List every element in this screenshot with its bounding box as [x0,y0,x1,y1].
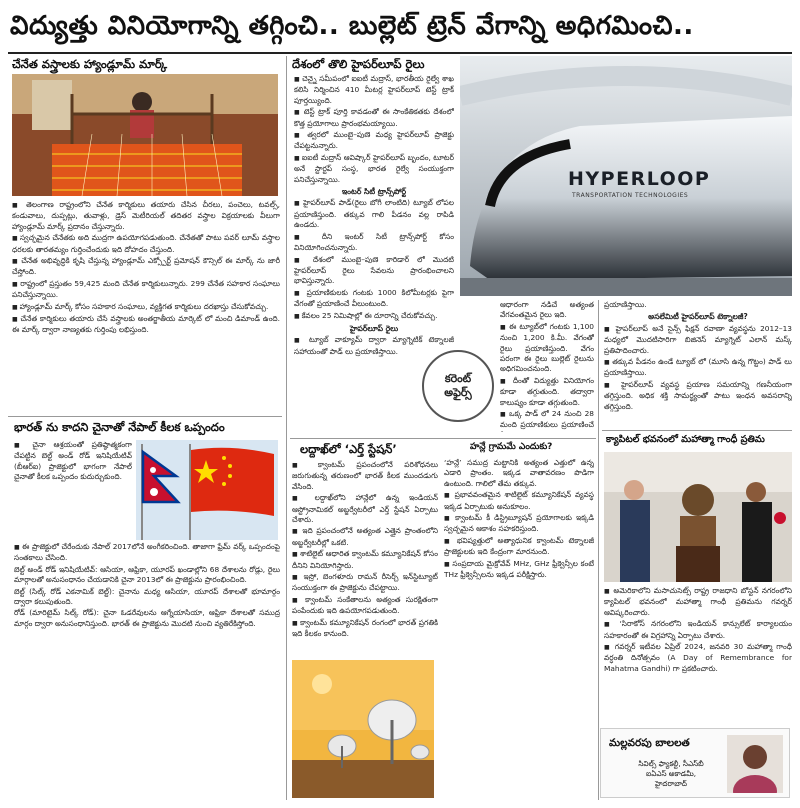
nepal-para-3: బెల్ట్ అండ్ రోడ్ ఇనిషియేటివ్: ఆసియా, ఆఫ్రికా, యూరప్ ఖండాల్లోని 68 దేశాలను రోడ్లు, రైలు మార్గాలతో అనుసంధానం చేయడానికి చైనా 2013లో ఈ ప్రాజెక్టును ప్రారంభించింది. [14,564,280,585]
badge-line-2: అఫైర్స్ [444,386,472,399]
hyperloop-para-8: ■ ప్రయాణికులకు గంటకు 1000 కిలోమీటర్లకు పైగా వేగంతో ప్రయాణించే వీలుంటుంది. [294,288,454,310]
hyperloop-para-14: ■ ఒక్క పాడ్ లో 24 నుంచి 28 మంది ప్రయాణికులు ప్రయాణించే [500,409,594,432]
hyperloop-section-title: దేశంలో తొలి హైపర్‌లూప్ రైలు [292,57,425,71]
hyperloop-logo-text: HYPERLOOP [568,168,711,190]
hyperloop-para-13: ■ దీంతో విద్యుత్తు వినియోగం కూడా తగ్గుతుంది. తద్వారా కాలుష్యం కూడా తగ్గుతుంది. [500,376,594,408]
section-divider-mid [290,438,596,439]
ladakh-para-4: ■ శాటిలైట్ ఆధారిత క్వాంటమ్ కమ్యూనికేషన్ కోసం దీనిని వినియోగిస్తారు. [292,549,438,571]
nepal-body-top [14,440,132,540]
hyperloop-body-col2 [500,300,594,432]
page-headline: విద్యుత్తు వినియోగాన్ని తగ్గించి.. బుల్లెట్ ట్రెన్ వేగాన్ని అధిగమించి.. [10,11,694,41]
ladakh-body [292,460,438,656]
handloom-para-1: ■ తెలంగాణ రాష్ట్రంలోని చేనేత కార్మికులు తయారు చేసిన చీరలు, పంచెలు, టవల్స్, కండువాలు, దుప్పట్లు, తువాళ్లు, డ్రెస్ మెటీరియల్ తదితర వస్త్రాల విక్రయాలకు వీలుగా హ్యాండ్లూమ్ మార్క్ ప్రదానం చేస్తున్నారు. [12,200,280,232]
hyperloop-subhead-intercity: ఇంటర్ సిటీ ట్రాన్స్‌పోర్ట్ [341,187,407,197]
column-divider-1 [286,56,287,800]
nepal-para-1: ■ చైనా ఆశ్రయంతో ప్రతిష్ఠాత్మకంగా చేపట్టిన బెల్ట్ అండ్ రోడ్ ఇనిషియేటివ్ (బీఆర్ఐ) ప్రాజెక్టులో భాగంగా నేపాల్ చైనాతో కీలక ఒప్పందం కుదుర్చుకుంది. [14,440,132,483]
hyperloop-para-6: ■ దీని ఇంటర్ సిటీ ట్రాన్స్‌పోర్ట్ కోసం వినియోగించనున్నారు. [294,232,454,254]
gandhi-statue-photo [604,452,792,582]
hyperloop-para-15: ప్రయాణిస్తాయి. [604,300,647,309]
handloom-para-2: ■ స్వచ్ఛమైన చేనేతకు అది ముద్రగా ఉపయోగపడుతుంది. చేనేతతో పాటు పవర్ లూమ్ వస్త్రాల ధరలకు తారతమ్యం గుర్తించేందుకు ఇది దోహదం చేస్తుంది. [12,233,280,255]
earth-station-photo [292,660,434,798]
hyperloop-photo [460,56,792,296]
nepal-para-2: ■ ఈ ప్రాజెక్టులో చేరేందుకు నేపాల్ 2017లోనే అంగీకరించింది. తాజాగా ఫ్రేమ్ వర్క్ ఒప్పందంపై సంతకాలు చేసింది. [14,542,280,564]
gandhi-para-3: ■ గవర్నర్ ఇటీవల ఏప్రిల్ 2024, జనవరి 30 మహాత్మా గాంధీ వర్ధంతి దినోత్సవం (A Day of Remembrance for Mahatma Gandhi) గా ప్రకటించారు. [604,642,792,674]
gandhi-para-2: ■ ‘సిరాకోస్ నగరంలోని ఇండియన్ కాన్సులేట్ కార్యాలయం సహకారంతో ఈ విగ్రహాన్ని ఏర్పాటు చేశారు. [604,619,792,641]
hyperloop-para-4: ■ ఐఐటీ మద్రాస్ ఆవిష్కార్ హైపర్‌లూప్ బృందం, టూటర్ అనే స్టార్టప్ సంస్థ, భారత రైల్వే సంయుక్తంగా పనిచేస్తున్నాయి. [294,153,454,185]
handloom-section-title: చేనేత వస్త్రాలకు హ్యాండ్లూమ్ మార్క్ [12,57,168,71]
handloom-para-6: ■ చేనేత కార్మికులు తయారు చేసే వస్త్రాలకు అంతర్జాతీయ మార్కెట్ లో మంచి డిమాండ్ ఉంది. ఈ మార్క్ ద్వారా నాణ్యతకు గుర్తింపు లభిస్తుంది. [12,314,280,336]
author-role: సివిల్స్ ఫ్యాకల్టీ, సీఎస్‌బీ ఐఏఎస్ అకాడమీ, హైదరాబాద్ [638,759,704,788]
hyperloop-para-11: ఆధారంగా నడిచే అత్యంత వేగవంతమైన రైలు ఇది. [500,300,594,320]
hyperloop-para-12: ■ ఈ ట్యూబ్‌లో గంటకు 1,100 నుంచి 1,200 కి.మీ. వేగంతో రైలు ప్రయాణిస్తుంది. వేగం పరంగా ఈ రైలు బుల్లెట్ రైలును అధిగమించనుంది. [500,322,594,375]
hanle-para-1: ‘హన్లే’ సముద్ర మట్టానికి అత్యంత ఎత్తులో ఉన్న ఎడారి ప్రాంతం. ఇక్కడ వాతావరణం పొడిగా ఉంటుంది. గాలిలో తేమ తక్కువ. [444,458,594,488]
ladakh-para-1: ■ క్వాంటమ్ ప్రపంచంలోనే పరిశోధనలు జరుగుతున్న తరుణంలో భారత్ కీలక ముందడుగు వేసింది. [292,460,438,492]
nepal-china-flags-photo [136,440,278,540]
handloom-para-5: ■ హ్యాండ్లూమ్ మార్క్ కోసం సహకార సంఘాలు, వ్యక్తిగత కార్మికులు దరఖాస్తు చేసుకోవచ్చు. [12,302,280,313]
nepal-para-4: బెల్ట్ (సిల్క్ రోడ్ ఎకనామిక్ బెల్ట్): చైనాను మధ్య ఆసియా, యూరప్ దేశాలతో భూమార్గం ద్వారా కలుపుతుంది. [14,586,280,607]
hanle-para-5: ■ సంప్రదాయ మైక్రోవేవ్ MHz, GHz ఫ్రీక్వెన్సీల కంటే THz ఫ్రీక్వెన్సీలను ఇక్కడ పరీక్షిస్తారు. [444,559,594,581]
hyperloop-para-3: ■ త్వరలో ముంబై–పుణె మధ్య హైపర్‌లూప్ ప్రాజెక్టు చేపట్టనున్నారు. [294,130,454,152]
hyperloop-subhead-what: అసలేమిటీ హైపర్‌లూప్ టెక్నాలజీ? [648,312,748,322]
badge-line-1: కరెంట్ [444,372,472,385]
hyperloop-para-10: ■ ట్యూబ్ వాక్యూమ్ ద్వారా మ్యాగ్నెటిక్ టెక్నాలజీ సహాయంతో పాడ్ లు ప్రయాణిస్తాయి. [294,335,454,357]
section-divider-right [602,430,792,431]
gandhi-body [604,586,792,724]
hyperloop-subhead-train: హైపర్‌లూప్ రైలు [349,323,399,333]
handloom-para-3: ■ చేనేత అభివృద్ధికి కృషి చేస్తున్న హ్యాండ్లూమ్ ఎక్స్పోర్ట్ ప్రమోషన్ కౌన్సిల్ ఈ మార్క్ ను జారీ చేస్తోంది. [12,256,280,278]
hanle-para-2: ■ ప్రభావవంతమైన శాటిలైట్ కమ్యూనికేషన్ వ్యవస్థ ఇక్కడ ఏర్పాటుకు అనుకూలం. [444,490,594,512]
nepal-section-title: భారత్ ను కాదని చైనాతో నేపాల్ కీలక ఒప్పందం [14,420,225,434]
ladakh-para-2: ■ లద్దాఖ్‌లోని హాన్లేలో ఉన్న ఇండియన్ ఆస్ట్రోనామికల్ అబ్జర్వేటరీలో ఎర్త్ స్టేషన్ ఏర్పాటు చేశారు. [292,493,438,525]
top-divider [8,52,792,54]
section-divider-left [8,416,282,417]
nepal-body [14,542,280,798]
hyperloop-para-2: ■ టెస్ట్ ట్రాక్ పూర్తి కావడంతో ఈ సాంకేతికతకు దేశంలో కొత్త ప్రయోగాలు ప్రారంభమయ్యాయి. [294,107,454,129]
current-affairs-badge [422,350,494,422]
hanle-para-4: ■ భవిష్యత్తులో అత్యాధునిక క్వాంటమ్ టెక్నాలజీ ప్రాజెక్టులకు ఇది కేంద్రంగా మారనుంది. [444,536,594,558]
author-avatar [727,735,783,793]
nepal-para-5: రోడ్ (మారిటైమ్ సిల్క్ రోడ్): చైనా ఓడరేవులను ఆగ్నేయాసియా, ఆఫ్రికా దేశాలతో సముద్ర మార్గం ద్వారా అనుసంధానిస్తుంది. భారత్ ఈ ప్రాజెక్టును మొదటి నుంచి వ్యతిరేకిస్తోంది. [14,608,280,628]
hanle-body [444,458,594,798]
ladakh-para-5: ■ ఇస్రో, బెంగళూరు రామన్ రీసెర్చ్ ఇన్‌స్టిట్యూట్ సంయుక్తంగా ఈ ప్రాజెక్టును చేపట్టాయి. [292,572,438,594]
hyperloop-para-17: ■ తక్కువ పీడనం ఉండే ట్యూబ్ లో (మూసి ఉన్న గొట్టం) పాడ్ లు ప్రయాణిస్తాయి. [604,357,792,379]
hyperloop-para-7: ■ దేశంలో ముంబై–పుణె కారిడార్ లో మొదటి హైపర్‌లూప్ రైలు సేవలను ప్రారంభించాలని భావిస్తున్నారు. [294,255,454,287]
gandhi-section-title: క్యాపిటల్ భవనంలో మహాత్మా గాంధీ ప్రతిమ [606,434,765,445]
author-box [600,728,790,798]
hyperloop-para-16: ■ హైపర్‌లూప్ అనే సైన్స్ ఫిక్షన్ రవాణా వ్యవస్థను 2012–13 మధ్యలో మొదటిసారిగా బిజినెస్ మ్యాగ్నెట్ ఎలాన్ మస్క్ ప్రతిపాదించారు. [604,324,792,356]
ladakh-para-3: ■ ఇది ప్రపంచంలోనే అత్యంత ఎత్తైన ప్రాంతంలోని అబ్జర్వేటరీల్లో ఒకటి. [292,526,438,548]
hanle-para-3: ■ క్వాంటమ్ కీ డిస్ట్రిబ్యూషన్ ప్రయోగాలకు ఇక్కడి స్వచ్ఛమైన ఆకాశం సహకరిస్తుంది. [444,513,594,535]
handloom-photo [12,74,278,196]
ladakh-section-title: లద్దాఖ్‌లో ‘ఎర్త్ స్టేషన్’ [300,442,397,456]
ladakh-para-6: ■ క్వాంటమ్ సంకేతాలను అత్యంత సురక్షితంగా పంపేందుకు ఇది ఉపయోగపడుతుంది. [292,595,438,617]
hyperloop-para-18: ■ హైపర్‌లూప్ వ్యవస్థ ప్రయాణ సమయాన్ని గణనీయంగా తగ్గిస్తుంది. అధిక శక్తి సామర్థ్యంతో పాటు ఇంధన అవసరాన్ని తగ్గిస్తుంది. [604,380,792,412]
hanle-section-title: హన్లే గ్రామమే ఎందుకు? [470,442,553,452]
hyperloop-para-9: ■ కేవలం 25 నిమిషాల్లో ఈ దూరాన్ని చేరుకోవచ్చు. [294,311,454,322]
hyperloop-body-col3 [604,300,792,428]
handloom-body [12,200,280,412]
ladakh-para-7: ■ క్వాంటమ్ కమ్యూనికేషన్ రంగంలో భారత్ ప్రగతికి ఇది కీలకం కానుంది. [292,618,438,640]
handloom-para-4: ■ రాష్ట్రంలో ప్రస్తుతం 59,425 మంది చేనేత కార్మికులున్నారు. 299 చేనేత సహకార సంఘాలు పనిచేస్తున్నాయి. [12,279,280,301]
hyperloop-para-1: ■ చెన్నై సమీపంలో ఐఐటీ మద్రాస్, భారతీయ రైల్వే శాఖ కలిసి నిర్మించిన 410 మీటర్ల హైపర్‌లూప్ టెస్ట్ ట్రాక్ పూర్తయ్యింది. [294,74,454,106]
gandhi-para-1: ■ అమెరికాలోని మసాచుసెట్స్ రాష్ట్ర రాజధాని బోస్టన్ నగరంలోని క్యాపిటల్ భవనంలో మహాత్మా గాంధీ ప్రతిమను గవర్నర్ ఆవిష్కరించారు. [604,586,792,618]
hyperloop-logo-tagline: TRANSPORTATION TECHNOLOGIES [572,192,689,199]
author-name: మల్లవరపు బాలలత [609,737,690,749]
hyperloop-para-5: ■ హైపర్‌లూప్ పాడ్(రైలు బోగీ లాంటిది) ట్యూబ్ లోపల ప్రయాణిస్తుంది. తక్కువ గాలి పీడనం వల్ల రాపిడి ఉండదు. [294,198,454,230]
column-divider-2 [598,300,599,800]
